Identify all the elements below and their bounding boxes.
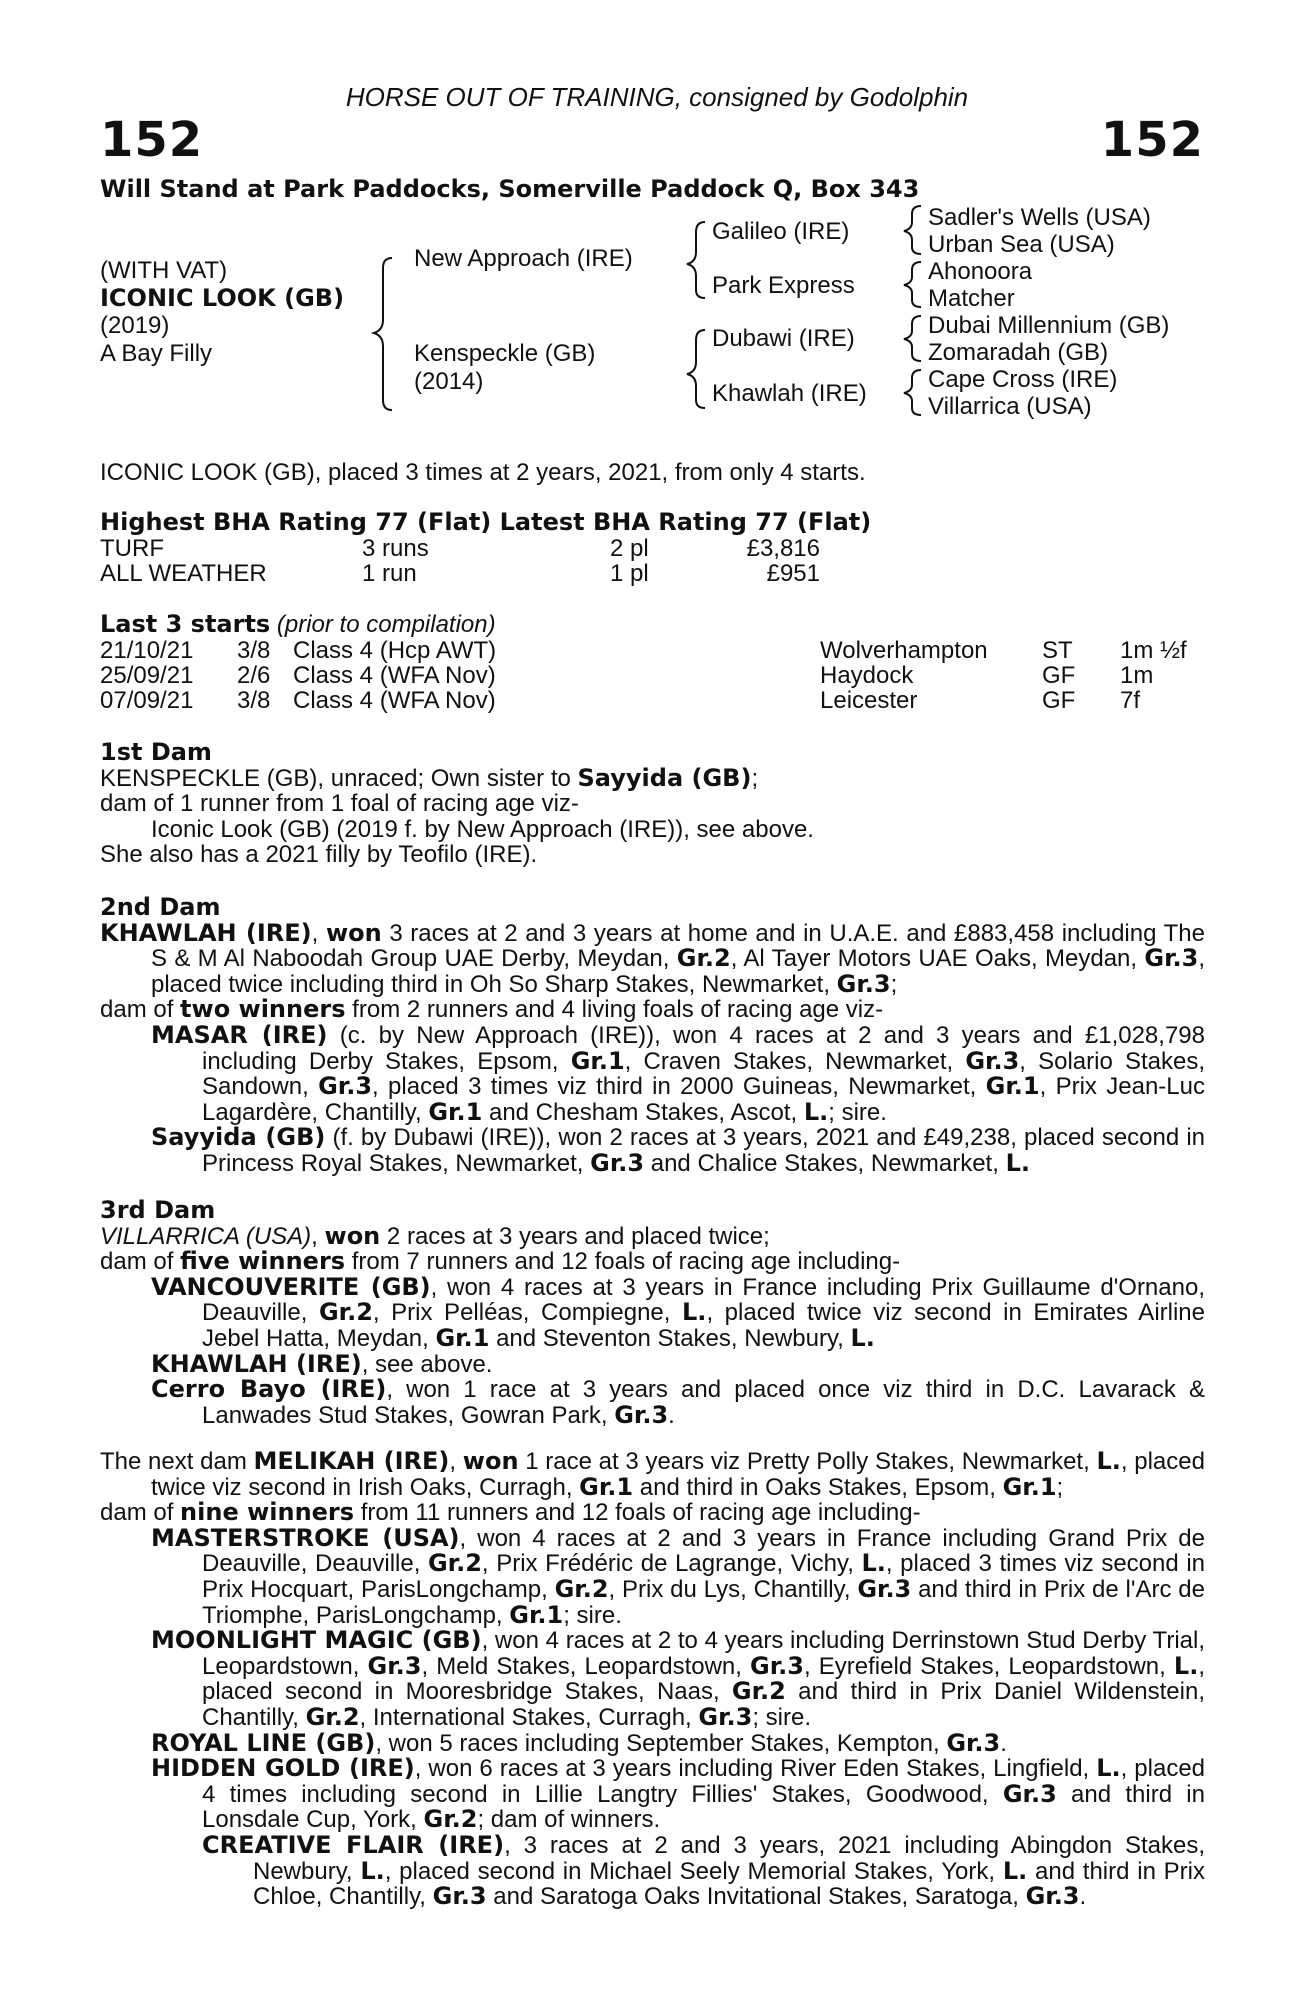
winners-count: nine winners bbox=[180, 1498, 355, 1527]
going-cell: ST bbox=[1042, 636, 1073, 664]
grade-label: Gr.3 bbox=[946, 1728, 1001, 1757]
grade-label: Gr.2 bbox=[305, 1702, 360, 1731]
text: dam of bbox=[100, 996, 181, 1024]
text: and Steventon Stakes, Newbury, bbox=[489, 1324, 851, 1352]
grade-label: Gr.2 bbox=[427, 1549, 482, 1578]
text: (f. by Dubawi (IRE)), won 2 races at 3 years, 2021 and £49,238, placed second in Princess Royal Stakes, Newmarket, bbox=[202, 1124, 1206, 1177]
sale-header: HORSE OUT OF TRAINING, consigned by Godolphin bbox=[345, 82, 969, 112]
second-dam-section bbox=[100, 895, 1205, 1177]
horse-name: MOONLIGHT MAGIC (GB) bbox=[151, 1626, 482, 1655]
horse-name: HIDDEN GOLD (IRE) bbox=[151, 1754, 415, 1783]
grade-label: Gr.1 bbox=[435, 1323, 490, 1352]
produce-entry-masar bbox=[100, 1020, 1205, 1126]
horse-name: KHAWLAH (IRE) bbox=[100, 918, 312, 947]
grade-label: Gr.2 bbox=[423, 1805, 478, 1834]
pedigree-sds: Ahonoora bbox=[928, 258, 1033, 285]
horse-name: ROYAL LINE (GB) bbox=[151, 1728, 376, 1757]
text: dam of bbox=[100, 1499, 181, 1527]
text: from 11 runners and 12 foals of racing age including- bbox=[354, 1499, 921, 1527]
next-dam-section bbox=[100, 1449, 1205, 1910]
race-summary: ICONIC LOOK (GB), placed 3 times at 2 years, 2021, from only 4 starts. bbox=[100, 459, 866, 486]
listed-label: L. bbox=[850, 1323, 875, 1352]
text: 2 races at 3 years and placed twice; bbox=[380, 1222, 770, 1250]
pedigree-sss: Sadler's Wells (USA) bbox=[928, 204, 1151, 231]
course-cell: Wolverhampton bbox=[820, 636, 988, 664]
text: 1 race at 3 years viz Pretty Polly Stakes, Newmarket, bbox=[518, 1448, 1097, 1475]
horse-name: ICONIC LOOK (GB) bbox=[100, 284, 345, 312]
grade-label: Gr.2 bbox=[676, 944, 731, 973]
text: , 3 races at 2 and 3 years, 2021 including Abingdon Stakes, Newbury, bbox=[253, 1831, 1206, 1885]
text: 3 races at 2 and 3 years at home and in U.A.E. and £883,458 including The S & M Al Naboodah Group UAE Derby, Meydan, bbox=[151, 919, 1206, 973]
race-cell: Class 4 (Hcp AWT) bbox=[293, 636, 497, 664]
text: . bbox=[1079, 1883, 1087, 1911]
date-cell: 21/10/21 bbox=[100, 636, 194, 664]
first-dam-produce-entry: Iconic Look (GB) (2019 f. by New Approach (IRE)), see above. bbox=[151, 815, 814, 843]
produce-entry-masterstroke bbox=[100, 1523, 1205, 1629]
listed-label: L. bbox=[682, 1298, 707, 1327]
listed-label: L. bbox=[360, 1856, 385, 1885]
text: and Saratoga Oaks Invitational Stakes, Saratoga, bbox=[486, 1883, 1026, 1911]
going-cell: GF bbox=[1042, 686, 1076, 714]
grade-label: Gr.1 bbox=[579, 1472, 634, 1501]
winners-count: five winners bbox=[180, 1247, 346, 1276]
text: , Eyrefield Stakes, Leopardstown, bbox=[803, 1652, 1174, 1680]
horse-description: A Bay Filly bbox=[100, 340, 213, 367]
text: KENSPECKLE (GB), unraced; Own sister to bbox=[100, 764, 578, 792]
vat-note: (WITH VAT) bbox=[100, 257, 228, 284]
horse-name: Sayyida (GB) bbox=[577, 763, 752, 792]
text: and third in Oaks Stakes, Epsom, bbox=[633, 1473, 1003, 1501]
going-cell: GF bbox=[1042, 661, 1076, 689]
last-starts-section bbox=[100, 612, 1205, 713]
grade-label: Gr.1 bbox=[570, 1046, 625, 1075]
earnings-cell: £951 bbox=[766, 559, 820, 587]
horse-name: CREATIVE FLAIR (IRE) bbox=[202, 1830, 505, 1859]
text: ; bbox=[890, 970, 898, 998]
race-cell: Class 4 (WFA Nov) bbox=[293, 686, 496, 714]
horse-name: Cerro Bayo (IRE) bbox=[151, 1375, 387, 1404]
grade-label: Gr.1 bbox=[428, 1097, 483, 1126]
text: and third in Prix Daniel Wildenstein, Chantilly, bbox=[202, 1678, 1206, 1731]
sire-dam: Park Express bbox=[712, 272, 855, 299]
position-cell: 3/8 bbox=[237, 636, 271, 664]
grade-label: Gr.3 bbox=[432, 1882, 487, 1911]
produce-entry-sayyida bbox=[100, 1125, 1205, 1176]
text: from 7 runners and 12 foals of racing age including- bbox=[345, 1248, 901, 1276]
ratings-section bbox=[100, 510, 1205, 586]
grade-label: Gr.3 bbox=[614, 1400, 669, 1429]
table-row bbox=[100, 561, 820, 586]
text: , International Stakes, Curragh, bbox=[359, 1703, 699, 1731]
horse-year: (2019) bbox=[100, 312, 170, 339]
first-dam-note: She also has a 2021 filly by Teofilo (IRE). bbox=[100, 841, 538, 869]
text: , placed 3 times viz third in 2000 Guineas, Newmarket, bbox=[372, 1073, 986, 1101]
text: and third in Prix de l'Arc de Triomphe, ParisLongchamp, bbox=[202, 1575, 1205, 1629]
distance-cell: 1m ½f bbox=[1120, 636, 1187, 664]
third-dam-produce-line bbox=[100, 1249, 1205, 1275]
pedigree-dsd: Zomaradah (GB) bbox=[928, 339, 1109, 366]
grade-label: Gr.1 bbox=[509, 1600, 564, 1629]
text: ; dam of winners. bbox=[477, 1806, 661, 1834]
third-dam-record bbox=[100, 1221, 1205, 1250]
third-dam-section bbox=[100, 1198, 1205, 1428]
text: , placed twice viz second in Irish Oaks, Curragh, bbox=[151, 1448, 1205, 1501]
text: , Meld Stakes, Leopardstown, bbox=[421, 1652, 751, 1680]
lot-number-right: 152 bbox=[1100, 112, 1204, 168]
winners-count: two winners bbox=[180, 995, 346, 1024]
table-row bbox=[100, 536, 820, 561]
text: , placed twice viz second in Emirates Airline Jebel Hatta, Meydan, bbox=[202, 1299, 1206, 1352]
runs-cell: 3 runs bbox=[362, 534, 429, 562]
pedigree-ssd: Urban Sea (USA) bbox=[928, 231, 1115, 258]
text: . bbox=[668, 1401, 675, 1429]
first-dam-line bbox=[100, 763, 1205, 792]
text: , see above. bbox=[361, 1350, 493, 1378]
race-cell: Class 4 (WFA Nov) bbox=[293, 661, 496, 689]
won-label: won bbox=[462, 1447, 519, 1475]
text: , Prix Pelléas, Compiegne, bbox=[372, 1299, 683, 1327]
produce-entry-royal-line bbox=[100, 1728, 1205, 1757]
grade-label: Gr.2 bbox=[731, 1677, 786, 1706]
sire-sire: Galileo (IRE) bbox=[712, 218, 850, 245]
won-label: won bbox=[325, 918, 382, 947]
grade-label: Gr.3 bbox=[318, 1072, 373, 1101]
horse-name: VANCOUVERITE (GB) bbox=[151, 1272, 431, 1301]
text: dam of bbox=[100, 1248, 181, 1276]
surface-cell: ALL WEATHER bbox=[100, 559, 267, 587]
text: ; sire. bbox=[752, 1703, 812, 1731]
date-cell: 25/09/21 bbox=[100, 661, 194, 689]
listed-label: L. bbox=[1005, 1148, 1030, 1177]
grade-label: Gr.3 bbox=[857, 1574, 912, 1603]
second-dam-record: KHAWLAH (IRE), won 3 races at 2 and 3 years at home and in U.A.E. and £883,458 including The S & M Al Naboodah Group UAE Derby, Meydan, Gr.2, Al Tayer Motors UAE Oaks, Meydan, Gr.3, placed twice including third in Oh So Sharp Stakes, Newmarket, Gr.3; bbox=[100, 918, 1206, 998]
text: , placed second in Mooresbridge Stakes, Naas, bbox=[202, 1652, 1205, 1706]
pedigree-sdd: Matcher bbox=[928, 285, 1015, 312]
produce-entry-creative-flair bbox=[100, 1830, 1206, 1911]
first-dam-produce-line: dam of 1 runner from 1 foal of racing age viz- bbox=[100, 790, 579, 818]
text: , Prix Jean-Luc Lagardère, Chantilly, bbox=[202, 1073, 1205, 1126]
dam: Kenspeckle (GB) bbox=[414, 340, 596, 367]
placed-cell: 1 pl bbox=[610, 559, 649, 587]
runs-cell: 1 run bbox=[362, 559, 417, 587]
last-starts-title bbox=[100, 612, 1205, 638]
pedigree-dds: Cape Cross (IRE) bbox=[928, 366, 1118, 393]
last-starts-table bbox=[100, 638, 1187, 713]
grade-label: Gr.3 bbox=[965, 1046, 1020, 1075]
text: , placed 4 times including second in Lillie Langtry Fillies' Stakes, Goodwood, bbox=[202, 1755, 1206, 1808]
distance-cell: 1m bbox=[1120, 661, 1154, 689]
horse-name: MASTERSTROKE (USA) bbox=[151, 1523, 460, 1552]
grade-label: Gr.3 bbox=[590, 1148, 645, 1177]
table-row bbox=[100, 638, 1187, 663]
dam-dam: Khawlah (IRE) bbox=[712, 380, 867, 407]
last-starts-heading: Last 3 starts bbox=[100, 610, 271, 638]
text: , Prix du Lys, Chantilly, bbox=[608, 1575, 858, 1603]
text: and third in Prix Chloe, Chantilly, bbox=[253, 1857, 1205, 1911]
table-row bbox=[100, 688, 1187, 713]
grade-label: Gr.3 bbox=[1025, 1882, 1080, 1911]
text: , Al Tayer Motors UAE Oaks, Meydan, bbox=[730, 945, 1145, 973]
earnings-cell: £3,816 bbox=[746, 534, 820, 562]
grade-label: Gr.2 bbox=[318, 1298, 373, 1327]
distance-cell: 7f bbox=[1120, 686, 1141, 714]
text: ; bbox=[1056, 1473, 1064, 1501]
dam-year: (2014) bbox=[414, 368, 484, 395]
text: , won 5 races including September Stakes, Kempton, bbox=[375, 1729, 947, 1757]
position-cell: 2/6 bbox=[237, 661, 271, 689]
first-dam-heading: 1st Dam bbox=[100, 738, 212, 766]
grade-label: Gr.2 bbox=[554, 1574, 609, 1603]
won-label: won bbox=[324, 1221, 381, 1250]
next-dam-record: The next dam MELIKAH (IRE), won 1 race at 3 years viz Pretty Polly Stakes, Newmarket, L., placed twice viz second in Irish Oaks, Curragh, Gr.1 and third in Oaks Stakes, Epsom, Gr.1; bbox=[100, 1447, 1205, 1501]
pedigree-ddd: Villarrica (USA) bbox=[928, 393, 1092, 420]
horse-name: MASAR (IRE) bbox=[151, 1020, 328, 1049]
grade-label: Gr.3 bbox=[1144, 944, 1199, 973]
produce-entry-cerro-bayo bbox=[100, 1377, 1205, 1428]
surface-cell: TURF bbox=[100, 534, 164, 562]
horse-name: VILLARRICA (USA) bbox=[100, 1222, 312, 1250]
first-dam-section bbox=[100, 740, 1205, 868]
text: from 2 runners and 4 living foals of racing age viz- bbox=[345, 996, 884, 1024]
text: , bbox=[311, 1222, 325, 1250]
produce-entry-hidden-gold bbox=[100, 1756, 1205, 1833]
text: ; sire. bbox=[563, 1601, 622, 1629]
text: and Chalice Stakes, Newmarket, bbox=[644, 1149, 1006, 1177]
sire: New Approach (IRE) bbox=[414, 245, 633, 272]
horse-name: MELIKAH (IRE) bbox=[253, 1447, 450, 1475]
text: (c. by New Approach (IRE)), won 4 races at 2 and 3 years and £1,028,798 including Derby Stakes, Epsom, bbox=[202, 1021, 1205, 1075]
grade-label: Gr.3 bbox=[367, 1651, 422, 1680]
text: , won 1 race at 3 years and placed once viz third in D.C. Lavarack & Lanwades Stud Stakes, Gowran Park, bbox=[202, 1376, 1206, 1429]
text: , won 4 races at 3 years in France including Prix Guillaume d'Ornano, Deauville, bbox=[202, 1273, 1205, 1327]
produce-entry-moonlight-magic bbox=[100, 1628, 1205, 1730]
grade-label: Gr.3 bbox=[1002, 1779, 1057, 1808]
table-row bbox=[100, 663, 1187, 688]
second-dam-produce-line bbox=[100, 997, 1205, 1023]
ratings-table bbox=[100, 536, 820, 586]
grade-label: Gr.3 bbox=[698, 1702, 753, 1731]
date-cell: 07/09/21 bbox=[100, 686, 194, 714]
course-cell: Haydock bbox=[820, 661, 914, 689]
placed-cell: 2 pl bbox=[610, 534, 649, 562]
text: , Solario Stakes, Sandown, bbox=[202, 1047, 1205, 1101]
text: , placed second in Michael Seely Memorial Stakes, York, bbox=[384, 1857, 1003, 1885]
ratings-heading: Highest BHA Rating 77 (Flat) Latest BHA Rating 77 (Flat) bbox=[100, 508, 872, 536]
next-dam-produce-line bbox=[100, 1500, 1205, 1526]
text: , placed 3 times viz second in Prix Hocquart, ParisLongchamp, bbox=[202, 1550, 1205, 1603]
listed-label: L. bbox=[803, 1097, 829, 1126]
listed-label: L. bbox=[1002, 1856, 1028, 1885]
stabling-info: Will Stand at Park Paddocks, Somerville Paddock Q, Box 343 bbox=[100, 175, 920, 203]
text: ; sire. bbox=[828, 1098, 887, 1126]
listed-label: L. bbox=[1173, 1651, 1199, 1680]
text: , placed twice including third in Oh So Sharp Stakes, Newmarket, bbox=[151, 945, 1206, 998]
text: The next dam bbox=[100, 1448, 254, 1475]
horse-name: Sayyida (GB) bbox=[151, 1123, 326, 1152]
second-dam-heading: 2nd Dam bbox=[100, 893, 221, 921]
text: , Prix Frédéric de Lagrange, Vichy, bbox=[481, 1550, 862, 1578]
listed-label: L. bbox=[1096, 1447, 1121, 1475]
text: , won 6 races at 3 years including River Eden Stakes, Lingfield, bbox=[414, 1755, 1097, 1783]
grade-label: Gr.3 bbox=[836, 969, 891, 998]
grade-label: Gr.3 bbox=[750, 1651, 804, 1680]
text: , won 4 races at 2 to 4 years including Derrinstown Stud Derby Trial, Leopardstown, bbox=[202, 1627, 1205, 1680]
text: and Chesham Stakes, Ascot, bbox=[482, 1098, 804, 1126]
text: and third in Lonsdale Cup, York, bbox=[202, 1780, 1205, 1834]
listed-label: L. bbox=[1096, 1754, 1121, 1783]
horse-name: KHAWLAH (IRE) bbox=[151, 1349, 362, 1378]
text: . bbox=[1000, 1729, 1007, 1757]
lot-number-left: 152 bbox=[100, 112, 204, 168]
produce-entry-vancouverite bbox=[100, 1272, 1206, 1352]
grade-label: Gr.1 bbox=[985, 1072, 1040, 1101]
text: ; bbox=[751, 764, 759, 792]
listed-label: L. bbox=[861, 1549, 886, 1578]
dam-sire: Dubawi (IRE) bbox=[712, 325, 855, 352]
produce-entry-khawlah bbox=[100, 1349, 1205, 1378]
text: , won 4 races at 2 and 3 years in France including Grand Prix de Deauville, Deauville, bbox=[202, 1524, 1205, 1578]
last-starts-note: (prior to compilation) bbox=[276, 611, 496, 638]
third-dam-heading: 3rd Dam bbox=[100, 1196, 216, 1224]
text: , Craven Stakes, Newmarket, bbox=[624, 1047, 966, 1075]
pedigree-dss: Dubai Millennium (GB) bbox=[928, 312, 1170, 339]
grade-label: Gr.1 bbox=[1002, 1472, 1057, 1501]
position-cell: 3/8 bbox=[237, 686, 271, 714]
course-cell: Leicester bbox=[820, 686, 918, 714]
